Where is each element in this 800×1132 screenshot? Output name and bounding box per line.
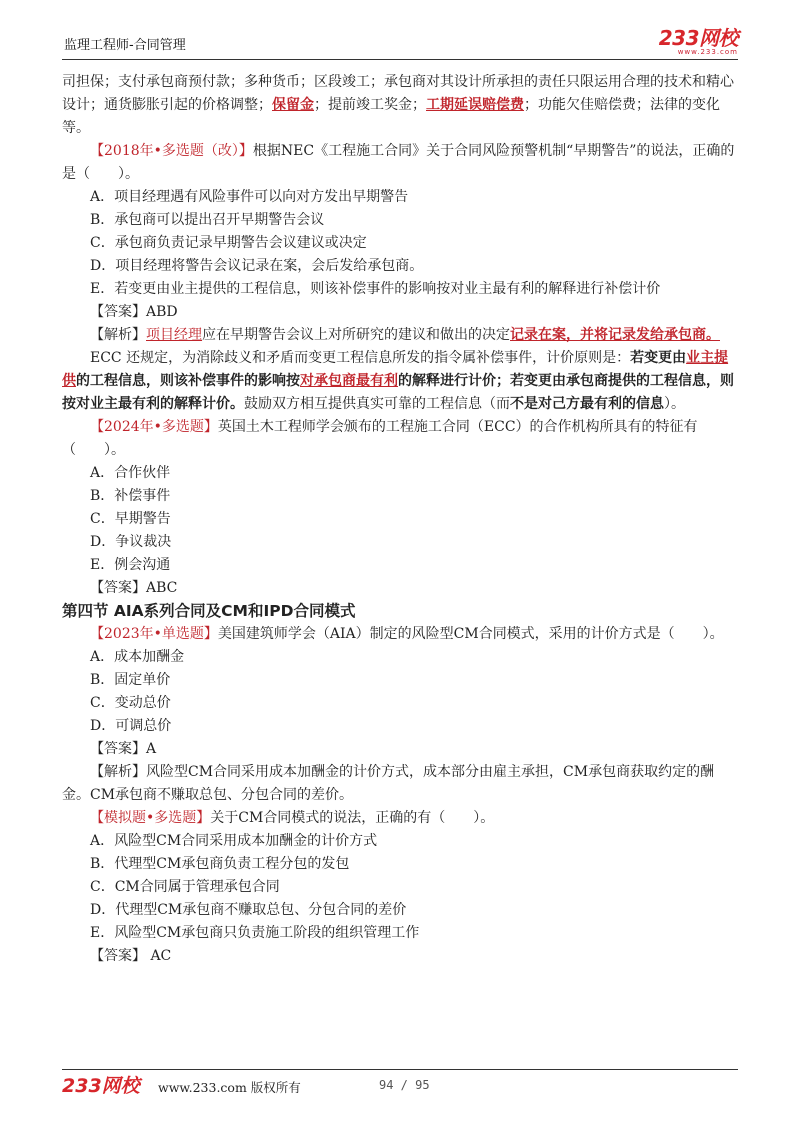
question-tag: 【2023年•单选题】 <box>90 626 218 642</box>
q1-option-e: E．若变更由业主提供的工程信息，则该补偿事件的影响按对业主最有利的解释进行补偿计价 <box>90 281 661 297</box>
q3-option-a: A．成本加酬金 <box>90 649 185 665</box>
question-tag: 【2018年•多选题（改）】 <box>90 143 253 159</box>
q4-option-e: E．风险型CM承包商只负责施工阶段的组织管理工作 <box>90 925 420 941</box>
page-footer <box>62 1075 738 1099</box>
q3-answer: 【答案】A <box>90 741 157 757</box>
header-logo <box>659 28 738 56</box>
q2-option-e: E．例会沟通 <box>90 557 171 573</box>
header-rule <box>62 59 738 60</box>
footer-copyright: www.233.com 版权所有 <box>158 1080 301 1095</box>
q3-option-b: B．固定单价 <box>90 672 171 688</box>
q1-option-b: B．承包商可以提出召开早期警告会议 <box>90 212 325 228</box>
q4-option-b: B．代理型CM承包商负责工程分包的发包 <box>90 856 350 872</box>
footer-rule <box>62 1069 738 1070</box>
question-2-stem: 【2024年•多选题】英国土木工程师学会颁布的工程施工合同（ECC）的合作机构所具有的特征有（ ）。 <box>62 419 698 458</box>
question-4-stem: 【模拟题•多选题】关于CM合同模式的说法，正确的有（ ）。 <box>90 810 495 826</box>
page-number: 94 / 95 <box>379 1078 430 1092</box>
q3-explanation: 【解析】风险型CM合同采用成本加酬金的计价方式，成本部分由雇主承担，CM承包商获取约定的酬金。CM承包商不赚取总包、分包合同的差价。 <box>62 764 715 803</box>
section-heading: 第四节 AIA系列合同及CM和IPD合同模式 <box>62 602 356 620</box>
q4-answer: 【答案】 AC <box>90 948 172 964</box>
logo-text: 233网校 <box>658 26 738 50</box>
footer-logo: 233网校 <box>62 1075 140 1097</box>
page-content <box>62 71 738 968</box>
q1-answer: 【答案】ABD <box>90 304 178 320</box>
q2-option-c: C．早期警告 <box>90 511 171 527</box>
q4-option-a: A．风险型CM合同采用成本加酬金的计价方式 <box>90 833 378 849</box>
q2-option-d: D．争议裁决 <box>90 534 172 550</box>
ecc-rule-paragraph: ECC 还规定，为消除歧义和矛盾而变更工程信息所发的指令属补偿事件，计价原则是：若变更由业主提供的工程信息，则该补偿事件的影响按对承包商最有利的解释进行计价；若变更由承包商提供的工程信息，则按对业主最有利的解释计价。鼓励双方相互提供真实可靠的工程信息（而不是对己方最有利的信息）。 <box>62 350 734 412</box>
q1-option-d: D．项目经理将警告会议记录在案，会后发给承包商。 <box>90 258 424 274</box>
q2-option-b: B．补偿事件 <box>90 488 171 504</box>
q4-option-c: C．CM合同属于管理承包合同 <box>90 879 280 895</box>
question-tag: 【模拟题•多选题】 <box>90 810 211 826</box>
q1-option-c: C．承包商负责记录早期警告会议建议或决定 <box>90 235 367 251</box>
header-title: 监理工程师-合同管理 <box>64 38 186 53</box>
page-header <box>62 28 738 58</box>
question-3-stem: 【2023年•单选题】美国建筑师学会（AIA）制定的风险型CM合同模式，采用的计价方式是（ ）。 <box>90 626 724 642</box>
q3-option-c: C．变动总价 <box>90 695 171 711</box>
q1-option-a: A．项目经理遇有风险事件可以向对方发出早期警告 <box>90 189 409 205</box>
question-tag: 【2024年•多选题】 <box>90 419 218 435</box>
logo-url: www.233.com <box>677 48 738 56</box>
q1-explanation: 【解析】项目经理应在早期警告会议上对所研究的建议和做出的决定记录在案，并将记录发给承包商。 <box>90 327 720 343</box>
q2-answer: 【答案】ABC <box>90 580 178 596</box>
question-1-stem: 【2018年•多选题（改）】根据NEC《工程施工合同》关于合同风险预警机制“早期警告”的说法，正确的是（ ）。 <box>62 143 735 182</box>
intro-paragraph: 司担保；支付承包商预付款；多种货币；区段竣工；承包商对其设计所承担的责任只限运用合理的技术和精心设计；通货膨胀引起的价格调整；保留金；提前竣工奖金；工期延误赔偿费；功能欠佳赔偿费；法律的变化等。 <box>62 74 734 136</box>
q3-option-d: D．可调总价 <box>90 718 172 734</box>
q4-option-d: D．代理型CM承包商不赚取总包、分包合同的差价 <box>90 902 407 918</box>
q2-option-a: A．合作伙伴 <box>90 465 171 481</box>
